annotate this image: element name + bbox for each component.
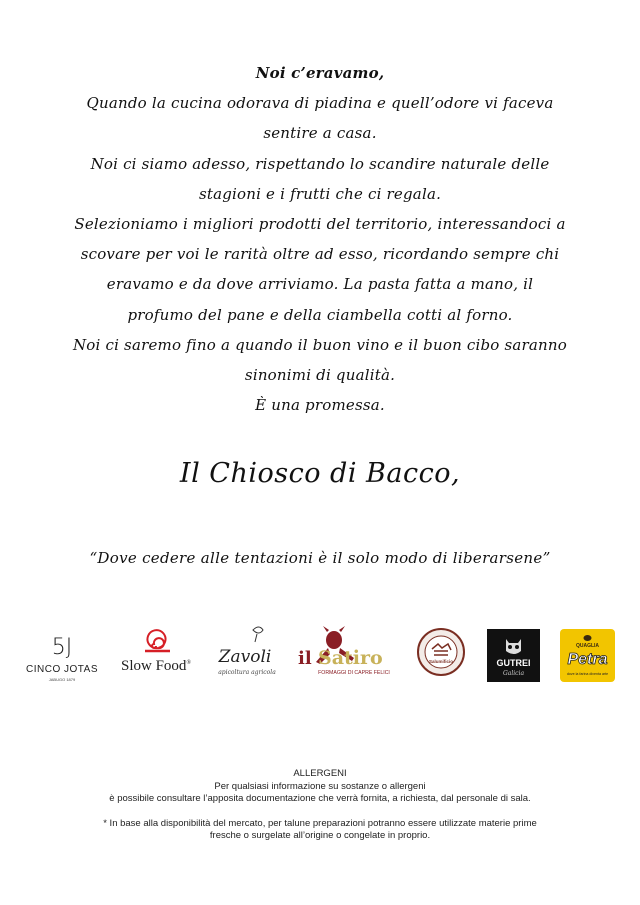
allergen-footer [0, 768, 640, 843]
zavoli-sub: apicoltura agricola [218, 669, 276, 676]
allergen-title: ALLERGENI [293, 768, 347, 779]
il-satiro-prefix: il [298, 648, 312, 669]
gutrei-sub: Galicia [502, 670, 525, 677]
intro-poem [40, 58, 600, 420]
cinco-jotas-name: CINCO JOTAS [26, 664, 98, 675]
poem-line: eravamo e da dove arriviamo. La pasta fatta a mano, il [106, 275, 534, 294]
poem-line: sentire a casa. [263, 124, 377, 143]
footer-spacer [0, 806, 640, 818]
slow-food-name: Slow Food® [121, 658, 191, 674]
gutrei-name: GUTREI [496, 658, 531, 668]
snail-icon [145, 630, 170, 651]
cinco-jotas-tag: JABUGO 1879 [48, 677, 76, 682]
petra-top: QUAGLIA [575, 643, 600, 649]
poem-line: scovare per voi le rarità oltre ad esso, ricordando sempre chi [80, 245, 560, 264]
poem-line: Noi c’eravamo, [255, 64, 385, 82]
poem-line: profumo del pane e della ciambella cotti al forno. [127, 305, 513, 324]
seal-text: Salumificio [428, 659, 454, 664]
partner-logos [0, 622, 640, 692]
allergen-line: Per qualsiasi informazione su sostanze o allergeni [214, 780, 426, 792]
il-satiro-sub: FORMAGGI DI CAPRE FELICI [318, 670, 390, 676]
restaurant-signature: Il Chiosco di Bacco, [179, 458, 461, 489]
quail-icon [584, 635, 592, 641]
petra-logo [560, 629, 615, 682]
petra-tag: dove la farina diventa arte [566, 672, 609, 676]
cinco-jotas-logo [22, 628, 102, 684]
slow-food-logo [112, 626, 204, 682]
motto-quote: “Dove cedere alle tentazioni è il solo modo di liberarsene” [89, 549, 551, 567]
gutrei-logo [487, 629, 540, 682]
round-seal-logo [416, 627, 466, 677]
poem-line: Noi ci siamo adesso, rispettando lo scandire naturale delle [90, 154, 550, 173]
poem-line: È una promessa. [255, 396, 385, 415]
allergen-line: è possibile consultare l’apposita documentazione che verrà fornita, a richiesta, dal personale di sala. [109, 793, 531, 804]
availability-note: * In base alla disponibilità del mercato, per talune preparazioni potranno essere utilizzate materie prime [103, 817, 537, 829]
zavoli-name: Zavoli [218, 647, 272, 667]
availability-note: fresche o surgelate all’origine o congelate in proprio. [209, 830, 431, 841]
il-satiro-name: Satiro [318, 647, 383, 669]
bee-icon [253, 627, 263, 642]
zavoli-logo [213, 622, 277, 686]
poem-line: Noi ci saremo fino a quando il buon vino e il buon cibo saranno [72, 335, 568, 354]
poem-line: Selezioniamo i migliori prodotti del territorio, interessandoci a [74, 215, 566, 234]
poem-line: sinonimi di qualità. [244, 366, 396, 385]
petra-name: Petra [567, 651, 608, 668]
cinco-jotas-mark: 5J [51, 635, 73, 660]
poem-line: stagioni e i frutti che ci regala. [198, 184, 442, 203]
il-satiro-logo [294, 624, 404, 684]
poem-line: Quando la cucina odorava di piadina e quell’odore vi faceva [86, 94, 554, 113]
